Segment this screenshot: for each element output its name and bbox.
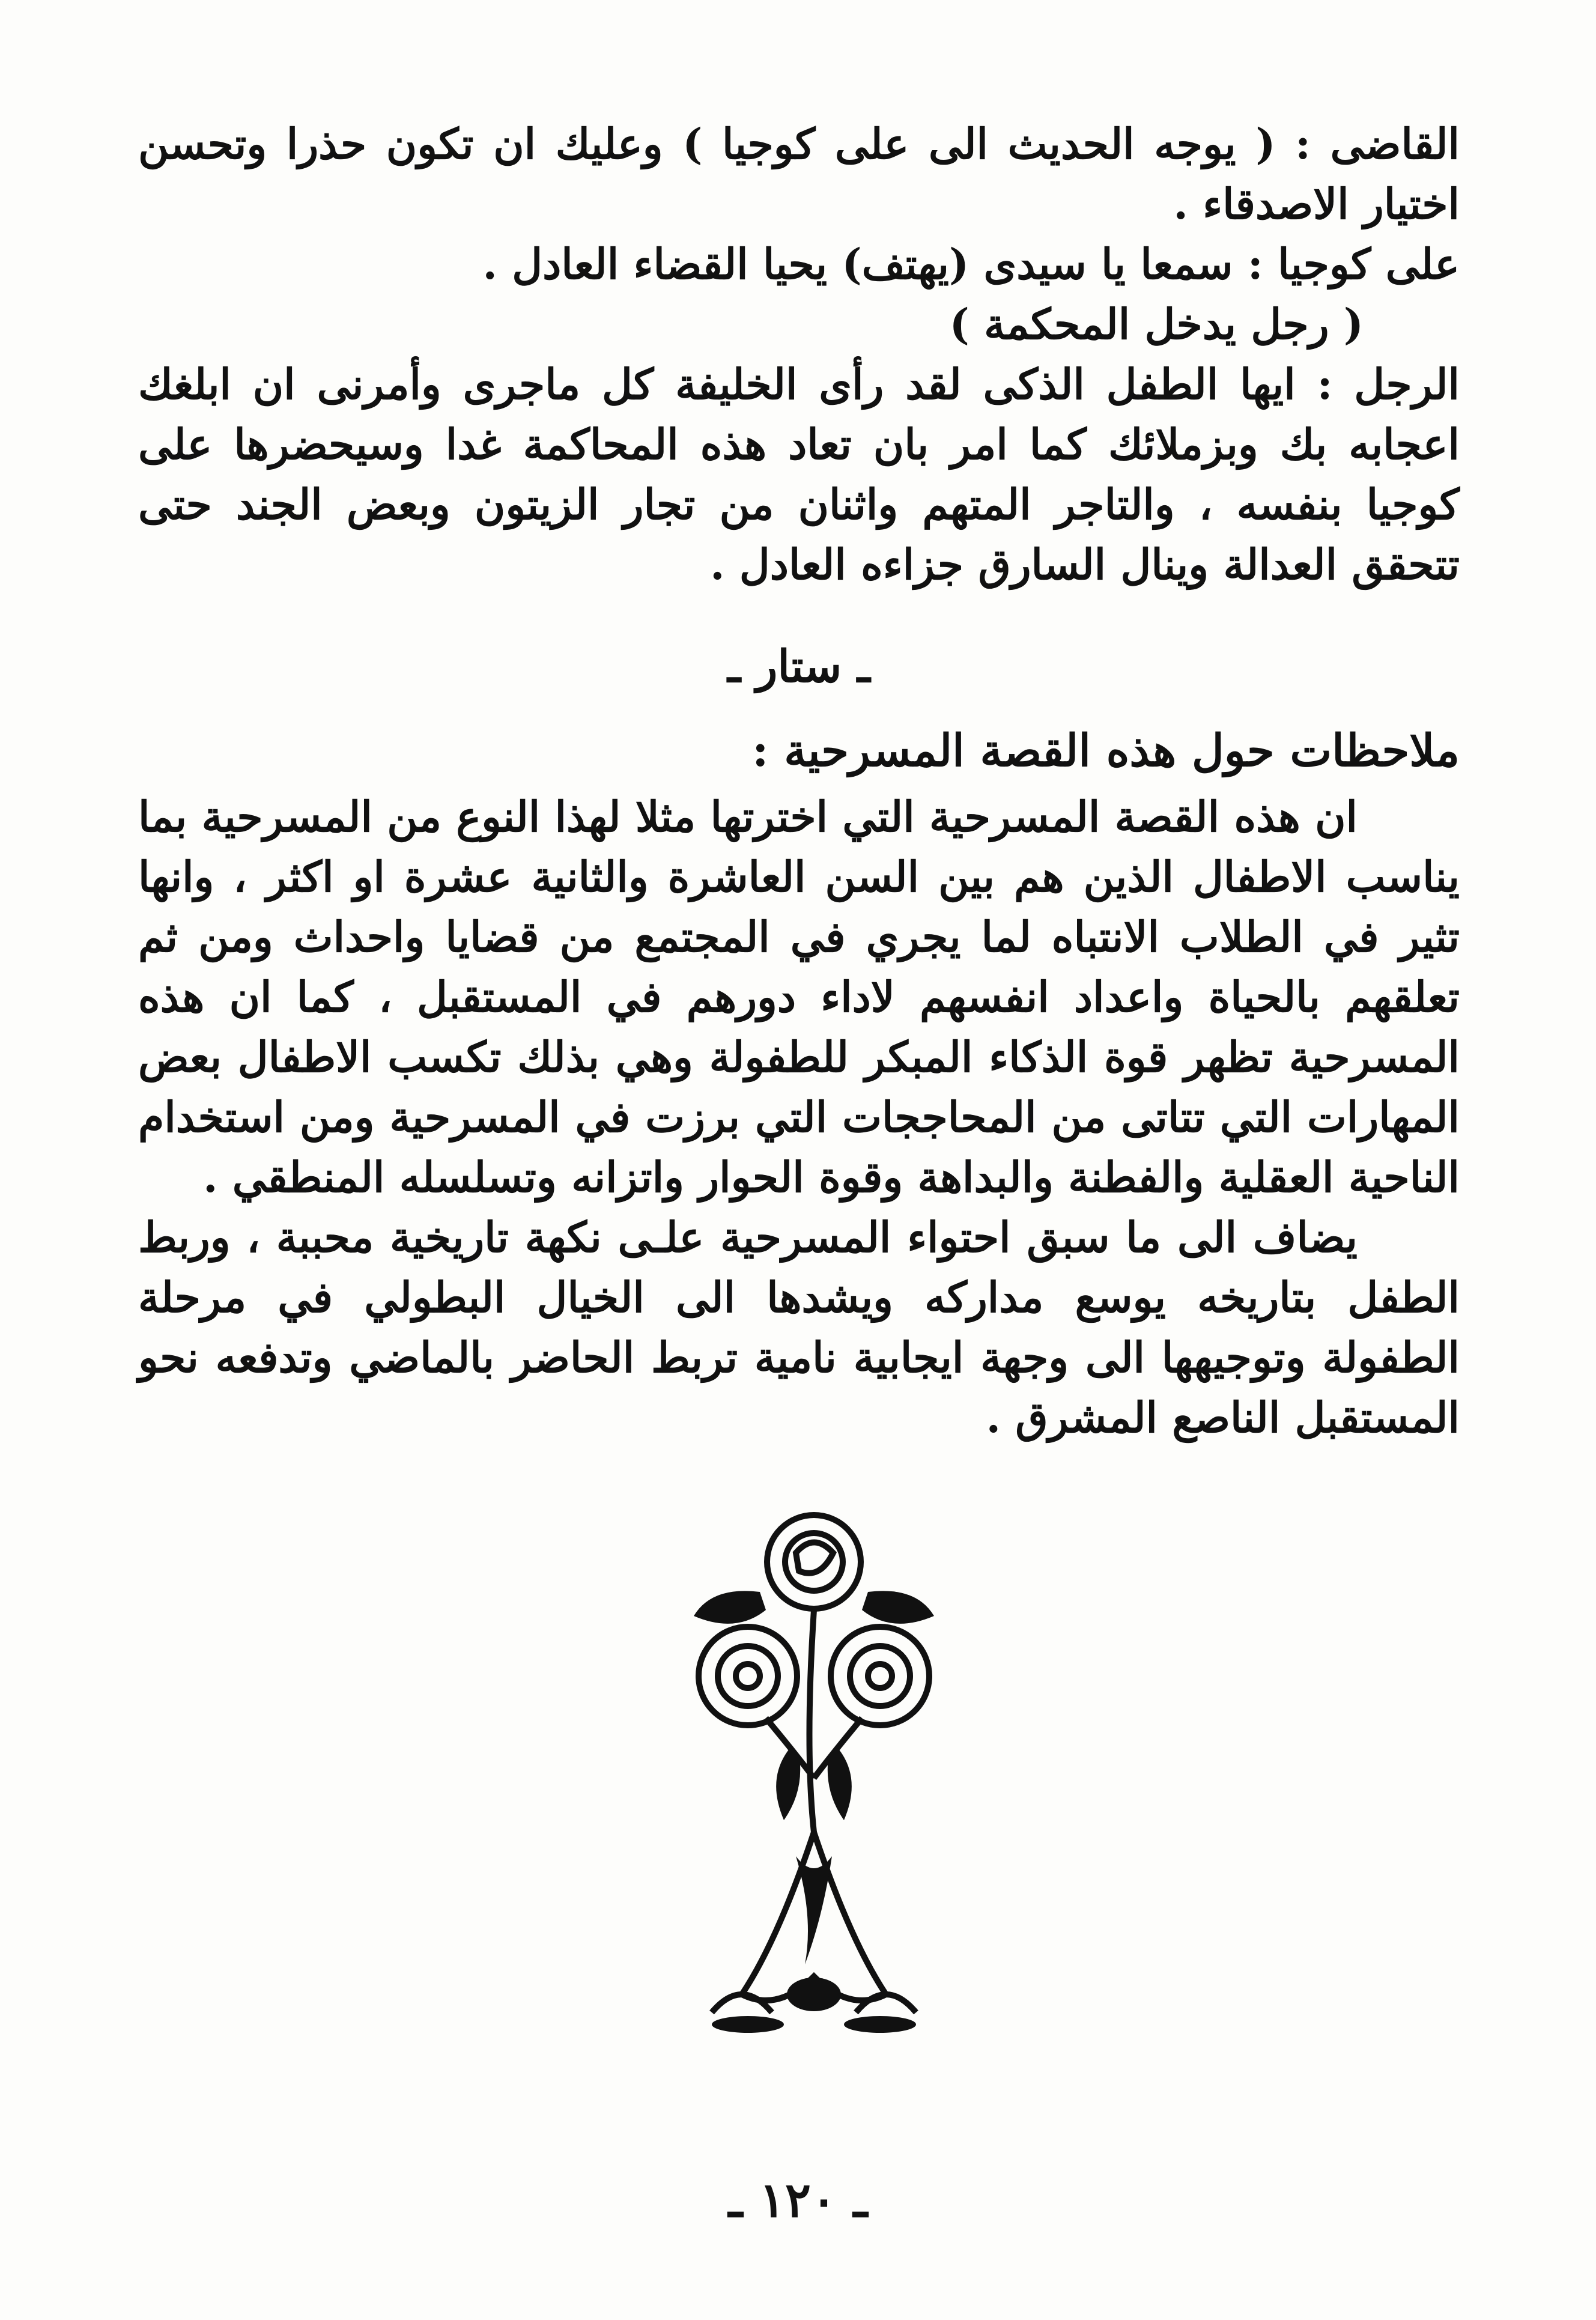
notes-paragraph-1: ان هذه القصة المسرحية التي اخترتها مثلا لهذا النوع من المسرحية بما يناسب الاطفال الذين هم بين السن العاشرة والثانية عشرة او اكثر ، وانها تثير في الطلاب الانتباه لما يجري في المجتمع من قضايا واحداث ومن ثم تعلقهم بالحياة واعداد انفسهم لاداء دورهم في المستقبل ، كما ان هذه المسرحية تظهر قوة الذكاء المبكر للطفولة وهي بذلك تكسب الاطفال بعض المهارات التي تتاتى من المحاججات التي برزت في المسرحية ومن استخدام الناحية العقلية والفطنة والبداهة وقوة الحوار واتزانه وتسلسله المنطقي . bbox=[138, 792, 1460, 1202]
line-judge: ( يوجه الحديث الى على كوجيا ) وعليك ان تكون حذرا وتحسن اختيار الاصدقاء . bbox=[138, 119, 1460, 229]
rose-ornament-icon bbox=[676, 1496, 952, 2036]
speaker-ali-kogia: على كوجيا : bbox=[1247, 239, 1460, 289]
dialogue-judge bbox=[138, 114, 1460, 234]
notes-heading: ملاحظات حول هذه القصة المسرحية : bbox=[752, 725, 1460, 777]
stage-direction: ( رجل يدخل المحكمة ) bbox=[949, 299, 1364, 349]
line-man: ايها الطفل الذكى لقد رأى الخليفة كل ماجرى وأمرنى ان ابلغك اعجابه بك وبزملائك كما امر بان تعاد هذه المحاكمة غدا وسيحضرها على كوجيا بنفسه ، والتاجر المتهم واثنان من تجار الزيتون وبعض الجند حتى تتحقق العدالة وينال السارق جزاءه العادل . bbox=[138, 359, 1460, 589]
dialogue-man bbox=[138, 354, 1460, 595]
page-text bbox=[138, 114, 1460, 1448]
page-number: ـ ١٢٠ ـ bbox=[728, 2172, 868, 2228]
notes-paragraph-2: يضاف الى ما سبق احتواء المسرحية علـى نكهة تاريخية محببة ، وربط الطفل بتاريخه يوسع مداركه ويشدها الى الخيال البطولي في مرحلة الطفولة وتوجيهها الى وجهة ايجابية نامية تربط الحاضر بالماضي وتدفعه نحو المستقبل الناصع المشرق . bbox=[138, 1212, 1460, 1442]
curtain-marker: ـ ستار ـ bbox=[727, 641, 870, 693]
speaker-man: الرجل : bbox=[1317, 359, 1460, 409]
line-ali-kogia: سمعا يا سيدى (يهتف) يحيا القضاء العادل . bbox=[482, 239, 1233, 289]
speaker-judge: القاضى : bbox=[1295, 119, 1460, 169]
dialogue-ali-kogia bbox=[138, 234, 1460, 354]
